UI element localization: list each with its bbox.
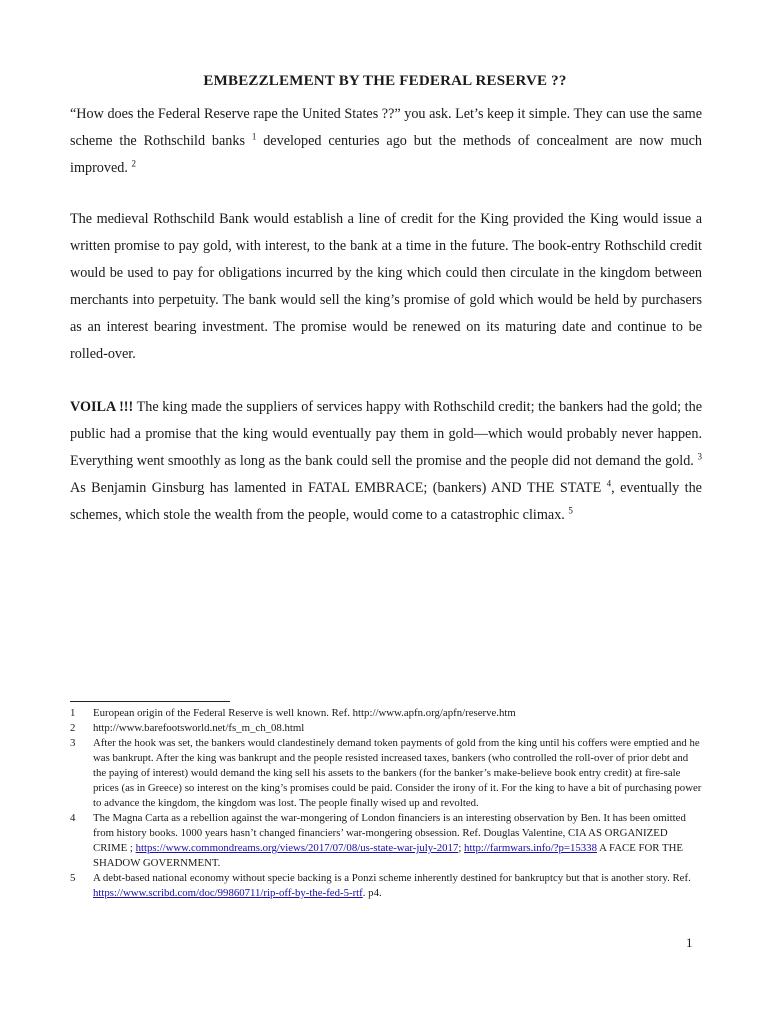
voila-lead: VOILA !!! — [70, 399, 134, 415]
footnote-number: 4 — [70, 812, 76, 824]
scribd-link[interactable]: https://www.scribd.com/doc/99860711/rip-off-by-the-fed-5-rtf — [93, 887, 363, 899]
footnote-text — [93, 811, 702, 871]
footnote-4 — [70, 811, 702, 871]
footnote-3 — [70, 736, 702, 811]
footnote-ref-1[interactable]: 1 — [251, 131, 257, 142]
footnote-number: 3 — [70, 737, 76, 749]
commondreams-link[interactable]: https://www.commondreams.org/views/2017/07/08/us-state-war-july-2017 — [135, 842, 459, 854]
farmwars-link[interactable]: http://farmwars.info/?p=15338 — [464, 842, 597, 854]
voila-text-c: , eventually the schemes, which stole the wealth from the people, would come to a catastrophic climax. — [70, 480, 702, 523]
footnote-text: http://www.barefootsworld.net/fs_m_ch_08.html — [93, 722, 305, 734]
paragraph-voila — [70, 394, 702, 529]
document-title: EMBEZZLEMENT BY THE FEDERAL RESERVE ?? — [203, 73, 567, 89]
footnote-text: European origin of the Federal Reserve is well known. Ref. http://www.apfn.org/apfn/reserve.htm — [93, 707, 516, 719]
footnotes — [70, 706, 702, 901]
footnote-ref-4[interactable]: 4 — [606, 478, 612, 489]
footnote-5-text: A debt-based national economy without specie backing is a Ponzi scheme inherently destined for bankruptcy but that is another story. Ref. — [93, 872, 691, 884]
footnote-number: 2 — [70, 722, 76, 734]
paragraph-intro — [70, 101, 702, 182]
footnote-5-tail: . p4. — [362, 887, 382, 899]
intro-text-b: developed centuries ago but the methods of concealment are now much improved. — [70, 133, 702, 176]
footnote-5 — [70, 871, 702, 901]
footnote-4-text: The Magna Carta as a rebellion against the war-mongering of London financiers is an interesting observation by Ben. It has been omitted from history books. 1000 years hasn’t changed financiers’ war-mongering obsession. Ref. Douglas Valentine, CIA AS ORGANIZED CRIME ; — [93, 812, 686, 854]
paragraph-medieval-bank: The medieval Rothschild Bank would establish a line of credit for the King provided the King would issue a written promise to pay gold, with interest, to the bank at a time in the future. The book-entry Rothschild credit would be used to pay for obligations incurred by the king which could then circulate in the kingdom between merchants into perpetuity. The bank would sell the king’s promise of gold which would be held by purchasers as an interest bearing investment. The promise would be renewed on its maturing date and continue to be rolled-over. — [70, 211, 702, 362]
footnote-4-tail: A FACE FOR THE SHADOW GOVERNMENT. — [93, 842, 683, 869]
footnote-text: After the hook was set, the bankers would clandestinely demand token payments of gold from the king until his coffers were emptied and he was bankrupt. After the king was bankrupt and the people resisted increased taxes, bankers (who controlled the roll-over of prior debt and the paying of interest) would demand the king sell his assets to the bankers (for the banker’s make-believe book entry credit) at fire-sale prices (as in Greece) so interest on the king’s promises could be paid. Consider the irony of it. For the king to have a bit of purchasing power to advance the kingdom, the kingdom was lost. The people finally wised up and revolted. — [93, 737, 702, 809]
footnote-separator — [70, 701, 230, 702]
footnote-2 — [70, 721, 702, 736]
voila-text-b: As Benjamin Ginsburg has lamented in FATAL EMBRACE; (bankers) AND THE STATE — [70, 480, 607, 496]
footnote-1 — [70, 706, 702, 721]
page-number: 1 — [686, 935, 693, 950]
footnote-text — [93, 871, 702, 901]
footnote-number: 1 — [70, 707, 76, 719]
footnote-4-separator: ; — [458, 842, 465, 854]
footnote-ref-3[interactable]: 3 — [697, 451, 702, 462]
footnote-ref-5[interactable]: 5 — [568, 505, 573, 516]
voila-text-a: The king made the suppliers of services happy with Rothschild credit; the bankers had the gold; the public had a promise that the king would eventually pay them in gold—which would probably never happen. Everything went smoothly as long as the bank could sell the promise and the people did not demand the gold. — [70, 399, 703, 469]
intro-text-a: “How does the Federal Reserve rape the United States ??” you ask. Let’s keep it simple. They can use the same scheme the Rothschild banks — [70, 106, 702, 149]
footnote-ref-2[interactable]: 2 — [131, 158, 136, 169]
footnote-number: 5 — [70, 872, 76, 884]
